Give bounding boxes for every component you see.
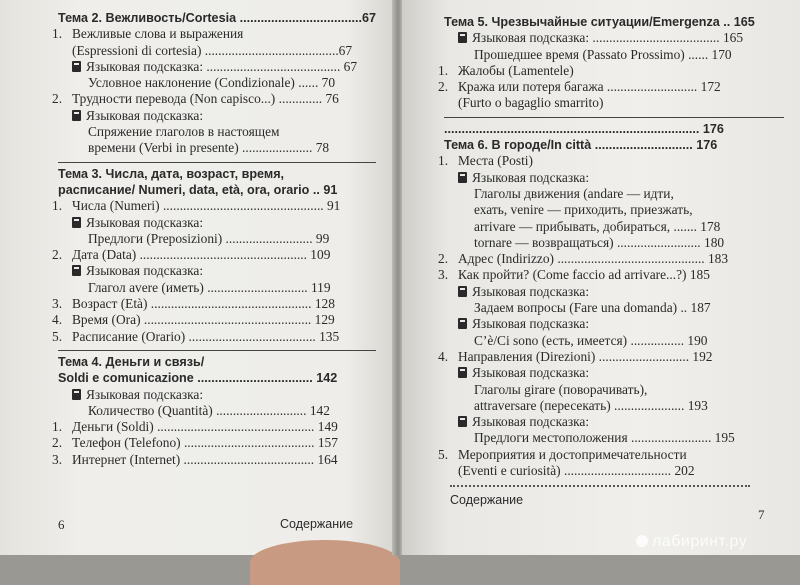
toc-text: Глагол avere (иметь) .............................. 119 [88, 279, 331, 295]
toc-line [444, 219, 784, 235]
watermark-text: лабиринт.ру [652, 533, 748, 550]
toc-text: времени (Verbi in presente) ..................... 78 [88, 140, 330, 156]
toc-line [444, 137, 784, 153]
toc-text: Тема 4. Деньги и связь/ [58, 354, 205, 369]
toc-text: Тема 2. Вежливость/Cortesia ...................................67 [58, 11, 377, 25]
toc-text: Языковая подсказка: ........................................ 67 [86, 58, 358, 74]
item-number: 1. [52, 198, 63, 214]
toc-text: Глаголы движения (andare — идти, [474, 185, 674, 201]
toc-text: Языковая подсказка: [86, 263, 204, 279]
toc-line [58, 140, 376, 156]
toc-text: Как пройти? (Come faccio ad arrivare...?) 185 [458, 267, 710, 283]
item-number: 3. [52, 296, 63, 312]
item-number: 2. [52, 91, 63, 107]
item-number: 5. [52, 328, 63, 344]
item-number: 1. [52, 26, 63, 42]
toc-text: tornare — возвращаться) ......................... 180 [474, 234, 725, 250]
toc-text: arrivare — прибывать, добираться, ....... 178 [474, 218, 721, 234]
toc-text: (Espressioni di cortesia) ........................................67 [72, 42, 353, 58]
bookmark-icon [72, 217, 81, 228]
toc-text: ехать, venire — приходить, приезжать, [474, 202, 693, 218]
toc-line [58, 370, 376, 386]
toc-text: Языковая подсказка: [86, 386, 204, 402]
toc-text: (Furto o bagaglio smarrito) [458, 95, 604, 111]
toc-line [58, 108, 376, 124]
toc-text: Тема 5. Чрезвычайные ситуации/Emergenza .. 165 [444, 15, 755, 29]
left-running-head: Содержание [280, 517, 354, 531]
toc-text: Языковая подсказка: [472, 365, 590, 381]
toc-line [444, 463, 784, 479]
bookmark-icon [458, 318, 467, 329]
bookmark-icon [72, 110, 81, 121]
item-number: 2. [52, 435, 63, 451]
toc-line [438, 79, 784, 95]
toc-line [58, 59, 376, 75]
toc-line [444, 300, 784, 316]
toc-line [58, 10, 376, 26]
toc-text: Жалобы (Lamentele) [458, 62, 574, 78]
left-page-number: 6 [58, 517, 65, 532]
toc-line [58, 75, 376, 91]
toc-text: Адрес (Indirizzo) ............................................ 183 [458, 251, 729, 267]
right-toc [438, 14, 784, 479]
toc-text: Языковая подсказка: ...................................... 165 [472, 30, 744, 46]
toc-line [444, 382, 784, 398]
toc-line [444, 117, 784, 137]
toc-text: Дата (Data) .................................................. 109 [72, 247, 331, 263]
toc-text: Возраст (Età) ................................................ 128 [72, 296, 335, 312]
toc-line [58, 387, 376, 403]
toc-text: Прошедшее время (Passato Prossimo) ...... 170 [474, 46, 732, 62]
toc-line [444, 95, 784, 111]
toc-text: Языковая подсказка: [472, 283, 590, 299]
toc-line [52, 26, 376, 42]
item-number: 3. [438, 267, 449, 283]
toc-line [438, 446, 784, 463]
toc-text: Время (Ora) .................................................. 129 [72, 312, 335, 328]
bookmark-icon [458, 416, 467, 427]
left-toc [52, 10, 377, 468]
item-number: 1. [52, 419, 63, 435]
dotted-rule [450, 485, 750, 487]
toc-line [444, 316, 784, 332]
toc-line [438, 348, 784, 365]
toc-text: Языковая подсказка: [86, 107, 204, 123]
item-number: 3. [52, 451, 63, 467]
right-page [402, 0, 800, 555]
item-number: 5. [438, 446, 449, 462]
right-running-head: Содержание [450, 493, 524, 507]
right-page-number: 7 [758, 507, 765, 522]
toc-text: Тема 6. В городе/In città ............................ 176 [444, 138, 718, 153]
toc-line [444, 333, 784, 349]
toc-text: Спряжение глаголов в настоящем [88, 124, 280, 140]
toc-line [58, 350, 376, 370]
toc-line [58, 403, 376, 419]
bookmark-icon [458, 32, 467, 43]
toc-text: Задаем вопросы (Fare una domanda) .. 187 [474, 300, 711, 316]
toc-line [52, 198, 376, 214]
toc-line [444, 398, 784, 414]
toc-text: Направления (Direzioni) ........................... 192 [458, 348, 713, 364]
toc-line [444, 235, 784, 251]
item-number: 2. [52, 247, 63, 263]
bookmark-icon [72, 389, 81, 400]
toc-text: Кража или потеря багажа ........................... 172 [458, 79, 721, 95]
toc-text: ......................................................................... 176 [444, 121, 724, 136]
toc-line [52, 328, 376, 345]
toc-line [438, 62, 784, 79]
item-number: 1. [438, 153, 449, 169]
toc-line [52, 312, 376, 328]
toc-text: Мероприятия и достопримечательности [458, 446, 687, 462]
toc-line [58, 43, 376, 59]
toc-line [438, 251, 784, 267]
toc-line [444, 202, 784, 218]
item-number: 4. [438, 348, 449, 364]
toc-line [444, 186, 784, 202]
toc-line [58, 215, 376, 231]
toc-line [52, 247, 376, 263]
toc-line [444, 365, 784, 381]
toc-text: Условное наклонение (Condizionale) ...... 70 [88, 75, 336, 91]
toc-line [444, 430, 784, 446]
toc-text: Расписание (Orario) ...................................... 135 [72, 328, 340, 344]
toc-line [438, 153, 784, 169]
toc-text: Вежливые слова и выражения [72, 26, 244, 42]
toc-text: Числа (Numeri) ................................................ 91 [72, 198, 341, 214]
toc-text: attraversare (пересекать) ..................... 193 [474, 397, 708, 413]
thumb [250, 540, 400, 585]
toc-text: расписание/ Numeri, data, età, ora, orario .. 91 [58, 182, 338, 197]
bookmark-icon [458, 367, 467, 378]
toc-line [58, 280, 376, 296]
watermark [636, 533, 747, 551]
toc-line [58, 263, 376, 279]
bookmark-icon [458, 286, 467, 297]
toc-text: Трудности перевода (Non capisco...) ............. 76 [72, 91, 339, 107]
toc-text: Места (Posti) [458, 153, 533, 169]
toc-line [52, 296, 376, 312]
toc-line [58, 124, 376, 140]
left-page [0, 0, 394, 555]
bookmark-icon [458, 172, 467, 183]
bookmark-icon [72, 61, 81, 72]
toc-line [58, 162, 376, 182]
toc-line [52, 419, 376, 435]
bookmark-icon [72, 265, 81, 276]
toc-line [52, 451, 376, 468]
item-number: 4. [52, 312, 63, 328]
toc-line [58, 182, 376, 198]
toc-line [444, 414, 784, 430]
item-number: 2. [438, 251, 449, 267]
toc-text: Телефон (Telefono) ....................................... 157 [72, 435, 338, 451]
toc-text: Языковая подсказка: [472, 316, 590, 332]
item-number: 2. [438, 79, 449, 95]
toc-text: Интернет (Internet) ....................................... 164 [72, 451, 338, 467]
toc-line [444, 30, 784, 46]
toc-text: C’è/Ci sono (есть, имеется) ................ 190 [474, 332, 708, 348]
toc-text: Тема 3. Числа, дата, возраст, время, [58, 166, 285, 181]
toc-line [52, 91, 376, 107]
toc-text: Предлоги местоположения ........................ 195 [474, 430, 735, 446]
toc-line [438, 267, 784, 283]
toc-line [444, 170, 784, 186]
toc-text: Предлоги (Preposizioni) .......................... 99 [88, 230, 330, 246]
toc-line [444, 14, 784, 30]
toc-line [52, 435, 376, 451]
toc-text: Языковая подсказка: [86, 214, 204, 230]
watermark-logo-icon [636, 535, 648, 547]
toc-line [58, 231, 376, 247]
toc-text: Деньги (Soldi) ............................................... 149 [72, 419, 338, 435]
toc-text: Языковая подсказка: [472, 414, 590, 430]
toc-text: Глаголы girare (поворачивать), [474, 381, 648, 397]
toc-text: Количество (Quantità) ........................... 142 [88, 402, 330, 418]
toc-text: (Eventi e curiosità) ................................ 202 [458, 463, 695, 479]
toc-line [444, 284, 784, 300]
item-number: 1. [438, 62, 449, 78]
toc-text: Soldi e comunicazione ................................. 142 [58, 371, 338, 386]
toc-text: Языковая подсказка: [472, 169, 590, 185]
toc-line [444, 47, 784, 63]
